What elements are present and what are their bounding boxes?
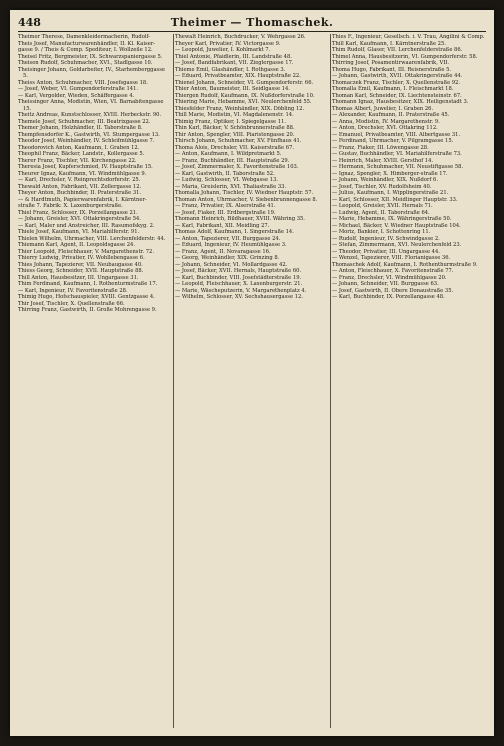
directory-entry: — Ludwig, Schlosser, VI. Webgasse 13. (175, 177, 278, 183)
directory-entry: Thoman Anton, Uhrmacher, V. Siebenbrunnengasse 8. (175, 196, 318, 203)
directory-entry: Thiergen Rudolf, Kaufmann, IX. Nußdorferstraße 10. (175, 92, 315, 99)
column-divider (173, 34, 174, 728)
directory-entry: — Alexander, Kaufmann, II. Praterstraße 45. (332, 112, 450, 118)
directory-entry: — Anton, Fleischhauer, X. Favoritenstraße 77. (332, 268, 454, 274)
directory-entry: Thomann Ignaz, Hausbesitzer, XIX. Heiligenstadt 3. (332, 99, 469, 105)
directory-entry: — Josef, Gastwirth, II. Obere Donaustraße 35. (332, 287, 454, 294)
directory-entry: Thiemann Karl, Agent, II. Leopoldsgasse 24. (18, 242, 135, 248)
directory-entry: Thempfensdorfer K., Gastwirth, VI. Stumpergasse 13. (18, 131, 160, 138)
directory-entry: Thewalt Heinrich, Buchdrucker, V. Wehrgasse 26. (175, 34, 306, 40)
directory-entry: Thieme Emil, Glashändler, I. Rothgasse 3. (175, 66, 286, 73)
directory-entry: — Franz, Fiaker, III. Löwengasse 28. (332, 144, 429, 151)
directory-entry: — Theodor, Privatier, III. Ungargasse 44. (332, 248, 440, 255)
directory-entry: Thies Johann, Tapezierer, VII. Neubaugasse 40. (18, 261, 143, 268)
directory-entry: Thiess Georg, Schneider, XVII. Hauptstraße 88. (18, 268, 144, 274)
directory-entry: straße 7. Fabrik: X. Laxenburgerstraße. (18, 203, 123, 209)
column-2 (175, 34, 328, 728)
directory-entry: Thiering Marie, Hebamme, XVI. Neulerchenfeld 55. (175, 99, 312, 105)
directory-entry: — Eduard, Ingenieur, IV. Heumühlgasse 3. (175, 242, 287, 248)
directory-entry: — Gustav, Buchhändler, VI. Mariahilferstraße 73. (332, 151, 462, 157)
directory-entry: Thiel Franz, Schlosser, IX. Porzellangasse 21. (18, 209, 138, 216)
directory-entry: Themer Johann, Holzhändler, II. Taborstraße 8. (18, 125, 143, 131)
directory-entry: — Josef, Zimmermaler, X. Favoritenstraße 103. (175, 164, 299, 170)
page-header (18, 16, 486, 30)
directory-entry: Theiss Anton, Schuhmacher, VIII. Josefsgasse 18. (18, 79, 148, 86)
directory-entry: Thoma Alois, Drechsler, VII. Kaiserstraße 67. (175, 144, 295, 151)
directory-entry: Thomaschek Adolf, Kaufmann, I. Rothenthurmstraße 9. (332, 261, 478, 268)
directory-entry: — Julius, Kaufmann, I. Wipplingerstraße 21. (332, 190, 449, 196)
directory-entry: — Karl, Fabrikant, XII. Meidling 27. (175, 222, 270, 229)
directory-entry: Thiele Josef, Kaufmann, VI. Mariahilferstr. 91. (18, 229, 140, 235)
directory-entry: Thomann Heinrich, Bildhauer, XVIII. Währing 35. (175, 216, 305, 222)
directory-entry: Theisel Fritz, Bergmeister, IX. Schwarzspaniergasse 5. (18, 53, 163, 60)
directory-entry: Thomalla Johann, Tischler, IV. Wiedner Hauptstr. 57. (175, 190, 314, 196)
column-divider (330, 34, 331, 728)
directory-entry: — Johann, Schneider, VII. Burggasse 63. (332, 281, 439, 287)
directory-entry: — Karl, Drechsler, V. Reinprechtsdorferstr. 25. (18, 177, 141, 183)
directory-entry: — Michael, Bäcker, V. Wiedner Hauptstraße 104. (332, 222, 461, 229)
directory-entry: — Rudolf, Ingenieur, IV. Schwindgasse 2. (332, 235, 440, 242)
directory-entry: — Johann, Schneider, VI. Mollardgasse 42. (175, 261, 288, 268)
directory-entry: Themele Josef, Schuhmacher, III. Beatrixgasse 22. (18, 118, 151, 125)
directory-entry: Theophil Franz, Bäcker, Landstr., Kollergasse 5. (18, 151, 145, 157)
directory-entry: Thienel Johann, Schneider, VI. Gumpendorferstr. 66. (175, 79, 314, 86)
directory-entry: — Karl, Schlosser, XII. Meidlinger Hauptstr. 33. (332, 196, 458, 203)
column-3 (332, 34, 485, 728)
directory-columns (18, 34, 486, 728)
directory-entry: — Franz, Agent, II. Novaragasse 16. (175, 248, 271, 255)
directory-entry: — Emanuel, Privatbeamter, VIII. Albertgasse 31. (332, 131, 461, 138)
directory-entry: Thimig Hugo, Hofschauspieler, XVIII. Gentzgasse 4. (18, 294, 155, 300)
column-1 (18, 34, 171, 728)
directory-entry: Thier Leopold, Fleischhauer, V. Margarethenstr. 72. (18, 248, 154, 255)
directory-entry: — Josef, Tischler, XV. Rudolfsheim 40. (332, 183, 432, 190)
directory-entry: — Stefan, Zimmermann, XVI. Neulerchenfeld 23. (332, 242, 462, 248)
directory-entry: — Karl, Maler und Anstreicher, III. Rasumofskyg. 2. (18, 222, 155, 229)
directory-entry: Thimig Franz, Optiker, I. Spiegelgasse 11. (175, 118, 286, 125)
directory-entry: — Karl, Buchbinder, IX. Porzellangasse 48. (332, 294, 445, 300)
directory-entry: Theimer Therese, Damenkleidermacherin, Rudolf- (18, 34, 151, 40)
directory-entry: Theisen Rudolf, Schuhmacher, XVI., Stadlgasse 10. (18, 60, 153, 66)
directory-page (10, 10, 494, 736)
directory-entry: — Franz, Privatier, IX. Alserstraße 41. (175, 203, 276, 209)
directory-entry: — Johann, Greisler, XVI. Ottakringerstraße 54. (18, 216, 141, 222)
directory-entry: Thomas Albert, Juwelier, I. Graben 26. (332, 105, 434, 112)
directory-entry: Theis Josef, Manufacturwarenhändler, II. Kl. Kaiser- (18, 40, 155, 47)
directory-entry: Thimel Anna, Hausbesitzerin, VI. Gumpendorferstr. 58. (332, 53, 478, 60)
header-rule (18, 31, 486, 32)
directory-entry: — Anton, Tapezierer, VII. Burggasse 24. (175, 235, 281, 242)
directory-entry: — Hermann, Schuhmacher, VII. Neustiftgasse 58. (332, 164, 464, 170)
directory-entry: Theitz Andreas, Kunstschlosser, XVIII. Herbeckstr. 90. (18, 112, 162, 118)
directory-entry: Theyer Anton, Buchbinder, II. Praterstraße 31. (18, 190, 142, 196)
directory-entry: — Franz, Drechsler, VI. Windmühlgasse 20. (332, 274, 447, 281)
directory-entry: Thoma Hugo, Fabrikant, III. Reisnerstraße 5. (332, 66, 452, 73)
directory-entry: — Josef, Bandfabrikant, VII. Zieglergasse 17. (175, 60, 294, 66)
page-number: 448 (18, 16, 41, 29)
directory-entry: — Marie, Hebamme, IX. Währingerstraße 50. (332, 216, 452, 222)
directory-entry: Theurer Ignaz, Kaufmann, VI. Windmühlgasse 9. (18, 170, 147, 177)
directory-entry: — Karl, Buchbinder, VIII. Josefstädterstraße 19. (175, 274, 302, 281)
directory-entry: — Wilhelm, Schlosser, XV. Sechshausergasse 12. (175, 294, 303, 300)
directory-entry: — Josef, Fiaker, III. Erdbergstraße 19. (175, 209, 276, 216)
directory-entry: Thoman Karl, Schneider, IX. Liechtensteinstr. 67. (332, 92, 462, 99)
directory-entry: Thielen Wilhelm, Uhrmacher, VIII. Lerchenfelderstr. 44. (18, 235, 166, 242)
directory-entry: gasse 9. / Theis & Comp. Spediteur, I. Wollzeile 12. (18, 47, 153, 53)
directory-entry: Thim Ferdinand, Kaufmann, I. Rothenturmstraße 17. (18, 281, 158, 287)
directory-entry: Therer Franz, Tischler, VII. Kirchengasse 22. (18, 157, 137, 164)
directory-entry: Theisinger Johann, Goldarbeiter, IV., Starhemberggasse 5. (18, 66, 165, 79)
directory-entry: — Karl, Vergolder, Wieden, Schäffergasse 4. (18, 92, 135, 99)
directory-entry: — Leopold, Greisler, XVII. Hernals 71. (332, 203, 433, 209)
directory-entry: — Johann, Weinhändler, XIX. Nußdorf 6. (332, 177, 438, 183)
directory-entry: Thirsch Johann, Schuhmacher, XV. Fünfhaus 41. (175, 138, 302, 144)
directory-entry: — Marie, Wäscheputzerin, V. Margarethenplatz 4. (175, 287, 307, 294)
directory-entry: — Eduard, Privatbeamter, XIX. Hauptstraße 22. (175, 73, 301, 79)
directory-entry: Thim Rudolf, Glaser, VII. Lerchenfelderstraße 86. (332, 47, 463, 53)
directory-entry: — Maria, Greislerin, XVI. Thaliastraße 33. (175, 183, 287, 190)
directory-entry: Thier Anton, Baumeister, III. Seidlgasse 14. (175, 86, 290, 92)
directory-entry: — Josef, Bäcker, XVII. Hernals, Hauptstraße 60. (175, 268, 302, 274)
directory-entry: — Moriz, Bankier, I. Schottenring 11. (332, 229, 431, 235)
directory-entry: — Wenzel, Tapezierer, VIII. Florianigasse 36. (332, 255, 451, 261)
directory-entry: — Josef, Weber, VI. Gumpendorferstraße 141. (18, 86, 139, 92)
directory-entry: — Ferdinand, Uhrmacher, V. Pilgramgasse 15. (332, 138, 454, 144)
directory-entry: — Leopold, Fleischhauer, X. Laxenburgerstr. 21. (175, 281, 303, 287)
directory-entry: Thies F., Ingenieur, Gesellsch. i. V. Trau, Angilini & Comp. (332, 34, 485, 40)
directory-entry: Thirring Josef, Posamentirwaarenfabrik, VII. (332, 60, 449, 66)
directory-entry: — Georg, Weinhändler, XIX. Grinzing 8. (175, 255, 280, 261)
directory-entry: Theresia Josef, Kupferschmied, IV. Hauptstraße 15. (18, 164, 153, 170)
directory-entry: Thir Josef, Tischler, X. Quellenstraße 66. (18, 300, 125, 307)
directory-entry: Thomaczek Franz, Tischler, X. Quellenstraße 92. (332, 79, 461, 86)
directory-entry: — Heinrich, Maler, XVIII. Gersthof 14. (332, 157, 434, 164)
directory-entry: — Karl, Gastwirth, II. Taborstraße 52. (175, 170, 275, 177)
directory-entry: Theyer Karl, Privatier, IV. Victorgasse 9. (175, 40, 281, 47)
directory-entry: — Leopold, Juwelier, I. Kohlmarkt 7. (175, 47, 271, 53)
directory-entry: — Johann, Gastwirth, XVII. Ottakringerstraße 44. (332, 73, 463, 79)
directory-entry: Theissinger Anna, Modistin, Wien, VI. Barnabitengasse 15. (18, 99, 164, 112)
directory-entry: Thir Anton, Spengler, VIII. Piaristengasse 20. (175, 131, 295, 138)
directory-entry: — Karl, Ingenieur, IV. Favoritenstraße 28. (18, 287, 128, 294)
directory-entry: Thirring Franz, Gastwirth, II. Große Mohrengasse 9. (18, 307, 157, 313)
directory-entry: Thill Marie, Modistin, VI. Magdalenenstr. 14. (175, 112, 294, 118)
directory-entry: — Franz, Buchhändler, III. Hauptstraße 29. (175, 157, 290, 164)
directory-entry: — Anton, Drechsler, XVI. Ottakring 112. (332, 125, 438, 131)
directory-entry: Thiel Antonie, Pfaidlerin, III. Landstraße 48. (175, 53, 292, 60)
directory-entry: Thomas Adolf, Kaufmann, I. Singerstraße 14. (175, 229, 294, 235)
running-head: Theimer — Thomaschek. (170, 16, 334, 29)
directory-entry: Thierry Ludwig, Privatier, IV. Wohllebengasse 6. (18, 255, 145, 261)
directory-entry: Theodor Josef, Weinhändler, IV. Schleifmühlgasse 7. (18, 138, 155, 144)
directory-entry: — Ludwig, Agent, II. Taborstraße 64. (332, 209, 430, 216)
directory-entry: Theodorovich Anton, Kaufmann, I. Graben 12. (18, 144, 140, 151)
directory-entry: Thin Karl, Bäcker, V. Schönbrunnerstraße 88. (175, 125, 295, 131)
directory-entry: Thill Karl, Kaufmann, I. Kärntnerstraße 25. (332, 40, 446, 47)
directory-entry: — Anna, Modistin, IV. Margarethenstr. 9. (332, 118, 440, 125)
directory-entry: Thomalla Emil, Kaufmann, I. Fleischmarkt 18. (332, 86, 454, 92)
directory-entry: Thill Anton, Hausbesitzer, III. Ungargasse 31. (18, 274, 139, 281)
directory-entry: — Ignaz, Spengler, X. Himberger-straße 17. (332, 170, 448, 177)
directory-entry: Thewald Anton, Fabrikant, VII. Zollergasse 12. (18, 183, 142, 190)
directory-entry: Thiesfelder Franz, Weinhändler, XIX. Döbling 12. (175, 105, 305, 112)
directory-entry: — & Hardtmuth, Papierwarenfabrik, I. Kärntner- (18, 196, 147, 203)
directory-entry: — Anton, Kaufmann, I. Wildpretmarkt 5. (175, 151, 282, 157)
